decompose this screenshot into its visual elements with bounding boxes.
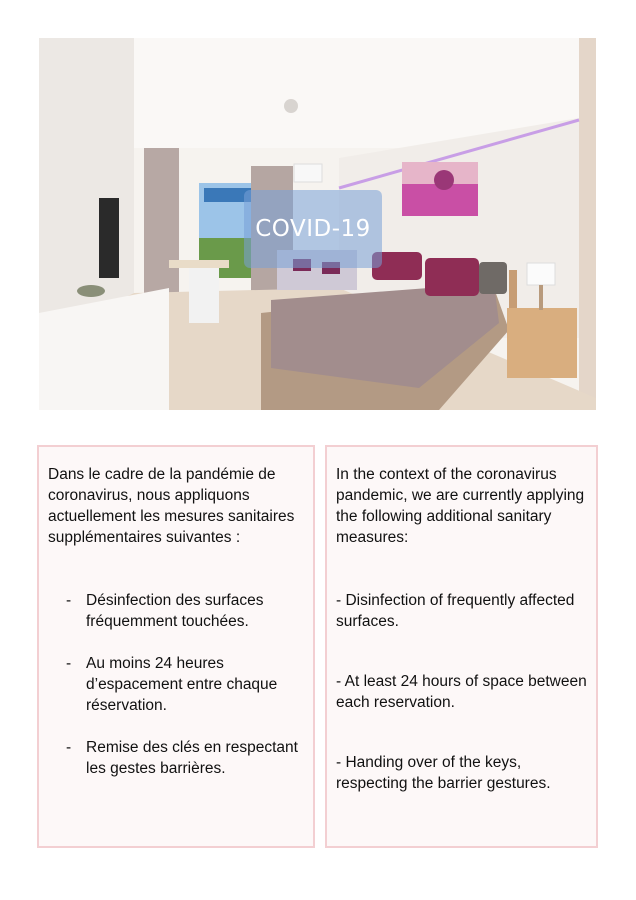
- bullet-dash: -: [66, 739, 72, 756]
- bullet-dash: -: [66, 655, 72, 672]
- french-measure-item: [48, 653, 313, 716]
- french-intro: Dans le cadre de la pandémie de coronavirus, nous appliquons actuellement les mesures sanitaires supplémentaires suivantes :: [48, 466, 295, 546]
- french-measure-item: [48, 737, 313, 779]
- french-info-box: [37, 445, 315, 848]
- english-info-box: [325, 445, 598, 848]
- french-measures-list: [48, 590, 313, 779]
- english-measure-item: - Disinfection of frequently affected surfaces.: [336, 592, 575, 630]
- english-measure-item: - Handing over of the keys, respecting the barrier gestures.: [336, 754, 551, 792]
- bullet-dash: -: [66, 592, 72, 609]
- french-measure-item: [48, 590, 313, 632]
- french-measure-text: Remise des clés en respectant les gestes barrières.: [86, 739, 298, 777]
- french-measure-text: Au moins 24 heures d’espacement entre chaque réservation.: [86, 655, 278, 714]
- english-intro: In the context of the coronavirus pandemic, we are currently applying the following additional sanitary measures:: [336, 466, 585, 546]
- french-measure-text: Désinfection des surfaces fréquemment touchées.: [86, 592, 264, 630]
- english-measure-item: - At least 24 hours of space between each reservation.: [336, 673, 587, 711]
- apartment-photo: [39, 38, 596, 410]
- covid-badge: COVID-19: [244, 190, 382, 268]
- english-measures-list: [336, 590, 596, 794]
